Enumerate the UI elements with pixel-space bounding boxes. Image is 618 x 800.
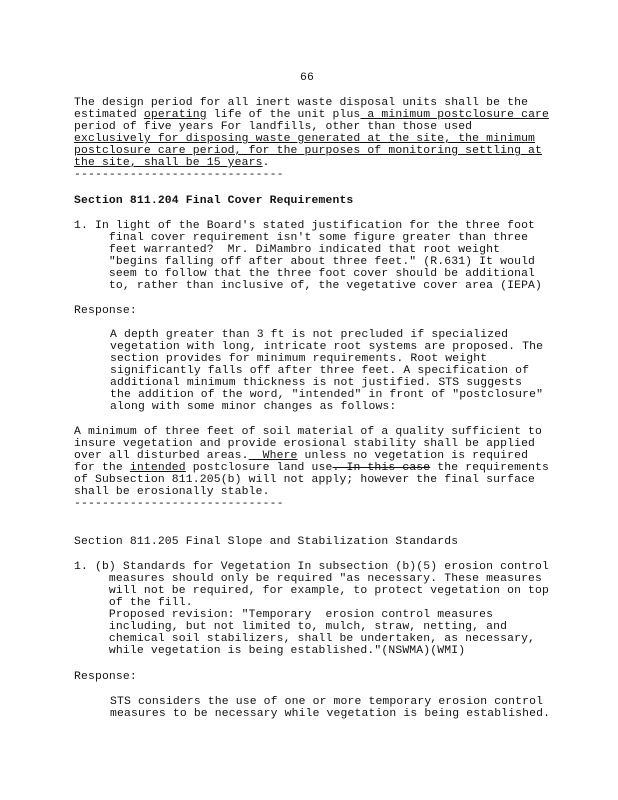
revision-line: of Subsection 811.205(b) will not apply; however the final surface [74,474,536,486]
divider: ------------------------------ [74,498,284,510]
intro-line: period of five years For landfills, other than those used [74,121,473,133]
response-line: vegetation with long, intricate root systems are proposed. The [110,341,544,353]
divider: ------------------------------ [74,169,284,181]
revision-line: shall be erosionally stable. [74,486,270,498]
struck-text: . In this case [332,462,431,474]
response-line: measures to be necessary while vegetation is being established. [110,708,551,720]
comment-line: Proposed revision: "Temporary erosion control measures [74,609,494,621]
section-heading: Section 811.204 Final Cover Requirements [74,195,354,207]
response-line: A depth greater than 3 ft is not precluded if specialized [110,329,509,341]
underlined-text: operating [143,109,207,121]
response-line: section provides for minimum requirements. Root weight [110,353,488,365]
response-line: additional minimum thickness is not justified. STS suggests [110,377,523,389]
comment-line: final cover requirement isn't some figure greater than three [74,232,529,244]
revision-line: A minimum of three feet of soil material of a quality sufficient to [74,426,543,438]
underlined-text: intended [129,462,186,474]
comment-line: of the fill. [74,597,193,609]
page-number: 66 [300,72,314,84]
comment-line: 1. (b) Standards for Vegetation In subsection (b)(5) erosion control [74,561,550,573]
comment-line: chemical soil stabilizers, shall be undertaken, as necessary, [74,633,536,645]
response-line: STS considers the use of one or more temporary erosion control [110,696,544,708]
underlined-text: the site, shall be 15 years [74,157,263,169]
underlined-text: a minimum postclosure care [360,109,550,121]
intro-line [74,145,542,157]
comment-line: will not be required, for example, to protect vegetation on top [74,585,550,597]
comment-line: seem to follow that the three foot cover should be additional [74,268,536,280]
comment-line: feet warranted? Mr. DiMambro indicated that root weight [74,244,501,256]
intro-line: estimated operating life of the unit plus a minimum postclosure care [74,109,550,121]
intro-line: the site, shall be 15 years. [74,157,270,169]
revision-line: over all disturbed areas. Where unless no vegetation is required [74,450,529,462]
underlined-text: exclusively for disposing waste generated at the site, the minimum [74,133,536,145]
revision-line: insure vegetation and provide erosional stability shall be applied [74,438,536,450]
comment-line: to, rather than inclusive of, the vegetative cover area (IEPA) [74,280,543,292]
response-line: along with some minor changes as follows: [110,401,397,413]
comment-line: measures should only be required "as necessary. These measures [74,573,543,585]
comment-line: including, but not limited to, mulch, straw, netting, and [74,621,508,633]
comment-line: while vegetation is being established."(NSWMA)(WMI) [74,645,466,657]
comment-line: 1. In light of the Board's stated justification for the three foot [74,220,536,232]
underlined-text: Where [248,450,298,462]
response-label: Response: [74,305,137,317]
underlined-text: postclosure care period, for the purposes of monitoring settling at [74,145,543,157]
section-heading: Section 811.205 Final Slope and Stabilization Standards [74,536,459,548]
response-label: Response: [74,671,137,683]
response-line: the addition of the word, "intended" in front of "postclosure" [110,389,544,401]
response-line: significantly falls off after three feet. A specification of [110,365,530,377]
intro-line [74,133,535,145]
revision-line: for the intended postclosure land use. In this case the requirements [74,462,550,474]
intro-line: The design period for all inert waste disposal units shall be the [74,97,529,109]
comment-line: "begins falling off after about three feet." (R.631) It would [74,256,536,268]
